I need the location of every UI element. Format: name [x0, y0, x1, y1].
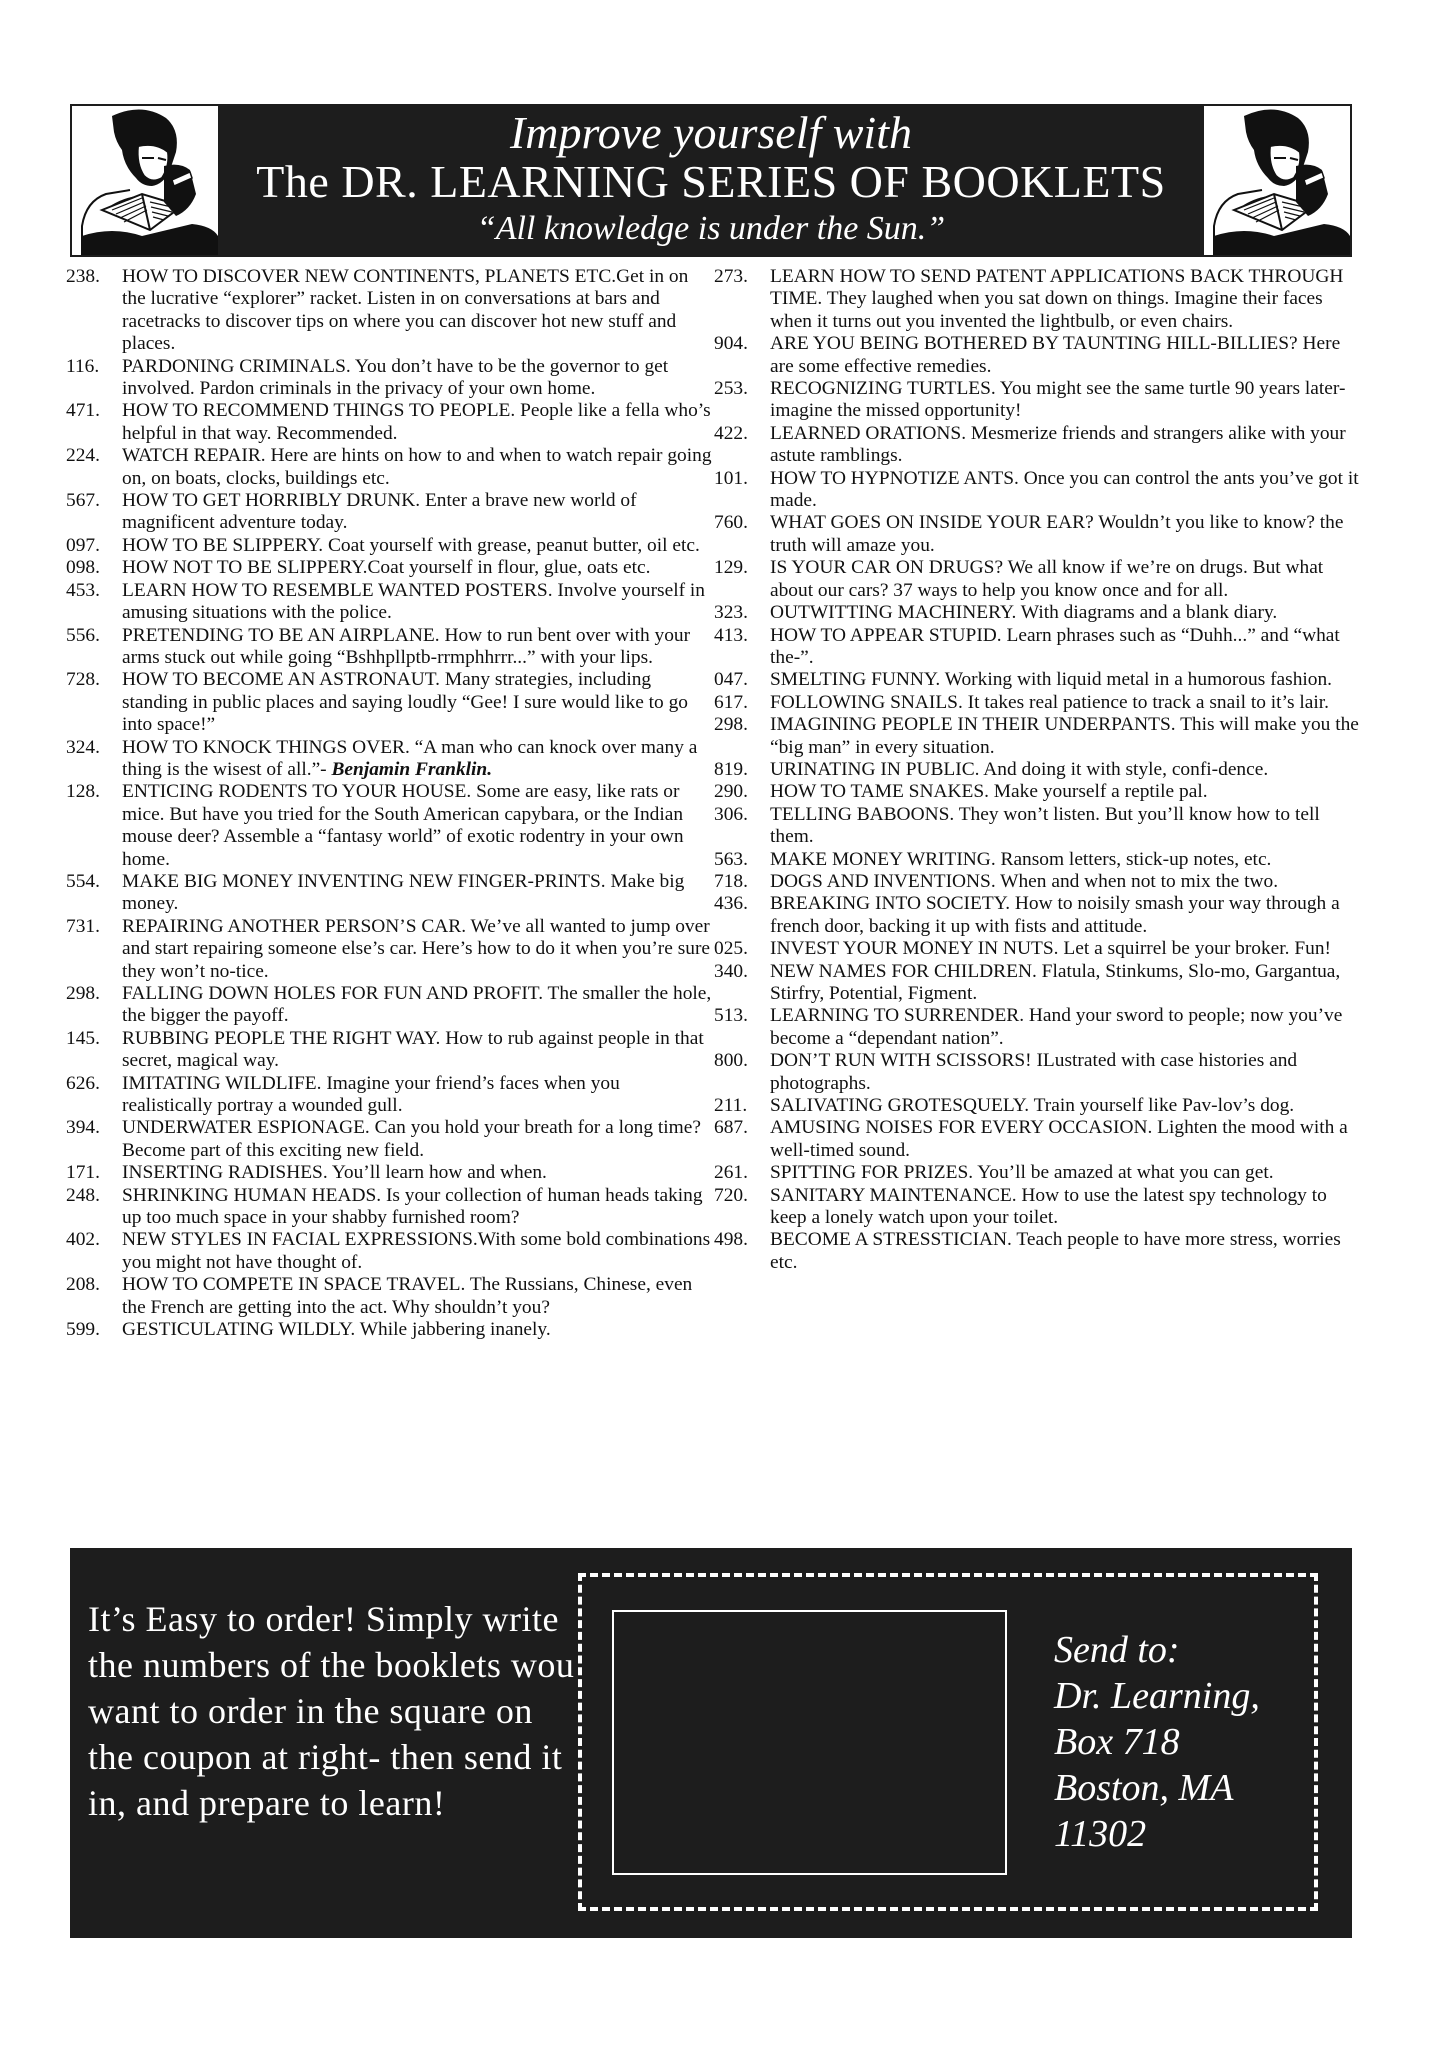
booklet-title: AMUSING NOISES FOR EVERY OCCASION.: [770, 1117, 1153, 1139]
booklet-description: Coat yourself with grease, peanut butter, oil etc.: [323, 534, 700, 556]
booklet-number: 097.: [66, 534, 100, 556]
booklet-number: 306.: [714, 803, 748, 825]
booklet-number: 567.: [66, 490, 100, 512]
booklet-number: 145.: [66, 1027, 100, 1049]
booklet-entry: [714, 1117, 1360, 1162]
booklet-title: IMAGINING PEOPLE IN THEIR UNDERPANTS.: [770, 714, 1176, 736]
booklet-entry: [66, 1319, 712, 1341]
booklet-title: LEARNED ORATIONS.: [770, 422, 967, 444]
booklet-description: How to noisily smash your way through a french door, backing it up with fists and attitude.: [770, 893, 1340, 937]
booklet-number: 617.: [714, 691, 748, 713]
booklet-description: And doing it with style, confi-dence.: [979, 758, 1269, 780]
booklet-description: It takes real patience to track a snail to it’s lair.: [962, 691, 1329, 713]
banner-heading-line1: Improve yourself with: [509, 107, 912, 158]
booklet-number: 720.: [714, 1184, 748, 1206]
booklet-title: URINATING IN PUBLIC.: [770, 758, 980, 780]
booklet-entry: [66, 490, 712, 535]
booklet-entry: [66, 580, 712, 625]
send-to-line: Boston, MA: [1054, 1767, 1234, 1809]
booklet-number: 728.: [66, 669, 100, 691]
send-to-line: Box 718: [1054, 1721, 1180, 1763]
booklet-title: IMITATING WILDLIFE.: [122, 1072, 322, 1094]
booklet-number: 248.: [66, 1184, 100, 1206]
booklet-title: SHRINKING HUMAN HEADS.: [122, 1184, 382, 1206]
booklet-entry: [714, 1050, 1360, 1095]
booklet-entry: [714, 961, 1360, 1006]
booklet-number: 323.: [714, 602, 748, 624]
booklet-entry: [66, 1185, 712, 1230]
booklet-title: HOW TO BE SLIPPERY.: [122, 534, 324, 556]
booklet-number: 513.: [714, 1005, 748, 1027]
booklet-entry: [66, 445, 712, 490]
booklet-description: Learn phrases such as “Duhh...” and “what the-”.: [770, 624, 1340, 668]
booklet-number: 208.: [66, 1274, 100, 1296]
booklet-title: REPAIRING ANOTHER PERSON’S CAR.: [122, 915, 467, 937]
booklet-title: LEARNING TO SURRENDER.: [770, 1005, 1025, 1027]
booklet-number: 261.: [714, 1162, 748, 1184]
booklet-number: 340.: [714, 960, 748, 982]
booklet-entry: [714, 266, 1360, 333]
booklet-title: HOW TO BECOME AN ASTRONAUT.: [122, 669, 440, 691]
booklet-description: Some are easy, like rats or mice. But have you tried for the South American capybara, or the Indian mouse deer? Assemble a “fantasy world” of exotic rodentry in your own home.: [122, 781, 684, 870]
booklet-entry: [66, 266, 712, 356]
booklet-number: 800.: [714, 1050, 748, 1072]
booklet-title: MAKE BIG MONEY INVENTING NEW FINGER-PRINTS.: [122, 870, 606, 892]
booklet-description: Working with liquid metal in a humorous fashion.: [940, 669, 1333, 691]
booklet-description: Enter a brave new world of magnificent adventure today.: [122, 490, 637, 534]
booklet-entry: [66, 557, 712, 579]
booklet-number: 324.: [66, 736, 100, 758]
booklet-description: How to rub against people in that secret, magical way.: [122, 1027, 704, 1072]
booklet-number: 101.: [714, 467, 748, 489]
booklet-title: HOW TO APPEAR STUPID.: [770, 624, 1002, 646]
booklet-number: 422.: [714, 422, 748, 444]
booklet-title: LEARN HOW TO RESEMBLE WANTED POSTERS.: [122, 579, 553, 601]
booklet-entry: [714, 512, 1360, 557]
booklet-description: Imagine your friend’s faces when you realistically portray a wounded gull.: [122, 1072, 620, 1117]
booklet-entry: [66, 356, 712, 401]
booklet-number: 904.: [714, 333, 748, 355]
booklet-title: FOLLOWING SNAILS.: [770, 691, 963, 713]
booklet-entry: [714, 849, 1360, 871]
booklet-number: 116.: [66, 355, 100, 377]
booklet-entry: [66, 871, 712, 916]
send-to-address: [1054, 1627, 1314, 1857]
booklet-title: OUTWITTING MACHINERY.: [770, 602, 1017, 624]
order-panel: [70, 1548, 1352, 1938]
send-to-line: 11302: [1054, 1813, 1147, 1855]
booklet-title: ARE YOU BEING BOTHERED BY TAUNTING HILL-BILLIES?: [770, 333, 1298, 355]
order-coupon: [578, 1573, 1318, 1911]
booklet-number: 047.: [714, 669, 748, 691]
booklet-number: 253.: [714, 378, 748, 400]
booklet-title: DOGS AND INVENTIONS.: [770, 870, 996, 892]
booklet-entry: [66, 781, 712, 871]
booklet-entry: [66, 1073, 712, 1118]
booklet-description: We all know if we’re on drugs. But what about our cars? 37 ways to help you know once and for all.: [770, 557, 1324, 601]
order-instructions: It’s Easy to order! Simply write the numbers of the booklets wou want to order in the square on the coupon at right- then send it in, and prepare to learn!: [88, 1599, 575, 1823]
booklet-description: Let a squirrel be your broker. Fun!: [1058, 938, 1332, 960]
booklet-entry: [714, 1005, 1360, 1050]
booklet-title: UNDERWATER ESPIONAGE.: [122, 1117, 370, 1139]
booklet-number: 025.: [714, 938, 748, 960]
booklet-number: 556.: [66, 624, 100, 646]
booklet-description: Flatula, Stinkums, Slo-mo, Gargantua, Stirfry, Potential, Figment.: [770, 960, 1341, 1004]
booklet-title: IS YOUR CAR ON DRUGS?: [770, 557, 1004, 579]
booklet-entry: [714, 759, 1360, 781]
booklet-title: ENTICING RODENTS TO YOUR HOUSE.: [122, 781, 472, 803]
booklet-number: 211.: [714, 1095, 748, 1117]
booklet-title: NEW NAMES FOR CHILDREN.: [770, 960, 1037, 982]
booklet-title: NEW STYLES IN FACIAL EXPRESSIONS.: [122, 1229, 478, 1251]
booklet-entry: [714, 625, 1360, 670]
booklet-description: Make big money.: [122, 870, 685, 915]
booklet-number: 731.: [66, 915, 100, 937]
booklet-description: Make yourself a reptile pal.: [988, 781, 1208, 803]
booklet-entry: [714, 1162, 1360, 1184]
booklet-description: Once you can control the ants you’ve got it made.: [770, 467, 1359, 512]
booklet-entry: [66, 1229, 712, 1274]
booklet-description: You’ll be amazed at what you can get.: [973, 1162, 1274, 1184]
booklet-entry: [66, 400, 712, 445]
booklet-number: 413.: [714, 624, 748, 646]
booklet-quote-attribution: Benjamin Franklin.: [331, 758, 493, 780]
booklet-description: People like a fella who’s helpful in that way. Recommended.: [122, 400, 711, 444]
booklet-description: With some bold combinations you might not have thought of.: [122, 1229, 711, 1273]
booklet-description: Here are hints on how to and when to watch repair going on, on boats, clocks, buildings etc.: [122, 445, 712, 489]
booklet-description: The smaller the hole, the bigger the payoff.: [122, 983, 712, 1027]
booklet-description: Coat yourself in flour, glue, oats etc.: [367, 557, 651, 579]
booklet-title: DON’T RUN WITH SCISSORS!: [770, 1050, 1032, 1072]
booklet-entry: [714, 333, 1360, 378]
booklet-title: HOW TO GET HORRIBLY DRUNK.: [122, 490, 421, 512]
booklet-entry: [714, 692, 1360, 714]
booklet-description: You’ll learn how and when.: [327, 1162, 547, 1184]
booklet-title: HOW NOT TO BE SLIPPERY.: [122, 557, 368, 579]
booklet-description: This will make you the “big man” in every situation.: [770, 714, 1359, 758]
booklet-number: 224.: [66, 445, 100, 467]
booklet-title: SMELTING FUNNY.: [770, 669, 941, 691]
booklet-description: Here are some effective remedies.: [770, 333, 1341, 377]
booklet-title: TELLING BABOONS.: [770, 803, 955, 825]
booklet-entry: [714, 804, 1360, 849]
booklet-entry: [714, 781, 1360, 803]
booklet-entry: [66, 1274, 712, 1319]
booklet-number: 819.: [714, 758, 748, 780]
booklet-number: 626.: [66, 1072, 100, 1094]
booklet-entry: [714, 468, 1360, 513]
booklet-title: RECOGNIZING TURTLES.: [770, 378, 996, 400]
booklet-description: While jabbering inanely.: [355, 1319, 551, 1341]
booklet-entry: [66, 1162, 712, 1184]
booklet-title: HOW TO COMPETE IN SPACE TRAVEL.: [122, 1274, 466, 1296]
booklet-title: PRETENDING TO BE AN AIRPLANE.: [122, 624, 440, 646]
booklet-description: The Russians, Chinese, even the French are getting into the act. Why shouldn’t you?: [122, 1274, 693, 1318]
booklet-number: 171.: [66, 1162, 100, 1184]
booklet-entry: [714, 714, 1360, 759]
booklet-title: WHAT GOES ON INSIDE YOUR EAR?: [770, 512, 1094, 534]
booklet-title: INVEST YOUR MONEY IN NUTS.: [770, 938, 1059, 960]
booklet-entry: [66, 737, 712, 782]
booklet-entry: [66, 625, 712, 670]
booklet-description: They laughed when you sat down on things. Imagine their faces when it turns out you invented the lightbulb, or even chairs.: [770, 288, 1323, 332]
booklet-entry: [714, 669, 1360, 691]
booklet-title: WATCH REPAIR.: [122, 445, 266, 467]
booklet-title: BREAKING INTO SOCIETY.: [770, 893, 1011, 915]
booklet-number: 554.: [66, 870, 100, 892]
booklet-number: 436.: [714, 893, 748, 915]
booklet-title: MAKE MONEY WRITING.: [770, 848, 996, 870]
booklet-entry: [714, 557, 1360, 602]
booklet-number: 394.: [66, 1117, 100, 1139]
banner-tagline: “All knowledge is under the Sun.”: [476, 210, 946, 247]
send-to-line: Send to:: [1054, 1629, 1180, 1671]
booklet-number: 298.: [66, 983, 100, 1004]
order-number-square[interactable]: [612, 1610, 1007, 1875]
booklet-description: “A man who can knock over many a thing is the wisest of all.”-: [122, 736, 698, 780]
booklet-entry: [66, 1117, 712, 1162]
booklet-entry: [714, 602, 1360, 624]
booklet-title: HOW TO RECOMMEND THINGS TO PEOPLE.: [122, 400, 516, 422]
booklet-title: FALLING DOWN HOLES FOR FUN AND PROFIT.: [122, 983, 544, 1004]
booklet-description: With diagrams and a blank diary.: [1016, 602, 1278, 624]
booklet-description: Ransom letters, stick-up notes, etc.: [995, 848, 1272, 870]
booklet-entry: [714, 1095, 1360, 1117]
booklet-description: Is your collection of human heads taking up too much space in your shabby furnished room?: [122, 1184, 703, 1229]
booklet-title: GESTICULATING WILDLY.: [122, 1319, 356, 1341]
booklet-description: Mesmerize friends and strangers alike with your astute ramblings.: [770, 422, 1346, 467]
booklet-number: 563.: [714, 848, 748, 870]
booklet-title: BECOME A STRESSTICIAN.: [770, 1229, 1012, 1251]
booklet-number: 599.: [66, 1319, 100, 1341]
booklet-description: Hand your sword to people; now you’ve become a “dependant nation”.: [770, 1005, 1343, 1049]
booklet-number: 129.: [714, 557, 748, 579]
booklet-entry: [714, 1185, 1360, 1230]
booklet-entry: [714, 893, 1360, 938]
booklet-description: They won’t listen. But you’ll know how to tell them.: [770, 803, 1320, 848]
booklet-entry: [714, 1229, 1360, 1274]
booklet-description: When and when not to mix the two.: [995, 870, 1279, 892]
booklet-number: 471.: [66, 400, 100, 422]
booklet-number: 718.: [714, 870, 748, 892]
send-to-line: Dr. Learning,: [1054, 1675, 1260, 1717]
booklet-description: You don’t have to be the governor to get involved. Pardon criminals in the privacy of your own home.: [122, 355, 669, 400]
booklet-title: SANITARY MAINTENANCE.: [770, 1184, 1017, 1206]
booklet-number: 290.: [714, 781, 748, 803]
booklet-description: How to run bent over with your arms stuck out while going “Bshhpllptb-rrmphhrrr...” with your lips.: [122, 624, 691, 668]
booklet-number: 687.: [714, 1117, 748, 1139]
booklet-number: 238.: [66, 266, 100, 287]
booklet-entry: [66, 1028, 712, 1073]
booklet-description: Can you hold your breath for a long time? Become part of this exciting new field.: [122, 1117, 701, 1161]
booklet-title: SPITTING FOR PRIZES.: [770, 1162, 974, 1184]
booklet-number: 498.: [714, 1229, 748, 1251]
booklet-description: Get in on the lucrative “explorer” racket. Listen in on conversations at bars and racetracks to discover tips on where you can discover hot new stuff and places.: [122, 266, 689, 355]
booklet-number: 760.: [714, 512, 748, 534]
booklet-description: Train yourself like Pav-lov’s dog.: [1029, 1095, 1295, 1117]
booklet-title: INSERTING RADISHES.: [122, 1162, 328, 1184]
booklet-title: SALIVATING GROTESQUELY.: [770, 1095, 1030, 1117]
booklet-number: 098.: [66, 557, 100, 579]
booklet-entry: [66, 535, 712, 557]
booklet-title: RUBBING PEOPLE THE RIGHT WAY.: [122, 1027, 441, 1049]
booklet-entry: [714, 871, 1360, 893]
booklet-entry: [714, 378, 1360, 423]
booklet-description: Wouldn’t you like to know? the truth will amaze you.: [770, 512, 1344, 556]
booklet-entry: [66, 669, 712, 736]
booklet-number: 402.: [66, 1229, 100, 1251]
booklet-number: 273.: [714, 266, 748, 287]
booklet-number: 453.: [66, 579, 100, 601]
booklet-entry: [66, 983, 712, 1028]
banner: [70, 104, 1352, 257]
booklet-title: HOW TO DISCOVER NEW CONTINENTS, PLANETS ETC.: [122, 266, 617, 287]
booklet-title: HOW TO HYPNOTIZE ANTS.: [770, 467, 1019, 489]
booklet-description: Involve yourself in amusing situations with the police.: [122, 579, 705, 624]
booklet-entry: [714, 423, 1360, 468]
reader-illustration-right: [1204, 106, 1350, 255]
booklet-title: LEARN HOW TO SEND PATENT APPLICATIONS BACK THROUGH TIME.: [770, 266, 1344, 310]
booklet-number: 298.: [714, 714, 748, 736]
booklet-description: How to use the latest spy technology to keep a lonely watch upon your toilet.: [770, 1184, 1327, 1229]
booklet-description: Lighten the mood with a well-timed sound.: [770, 1117, 1348, 1161]
booklet-description: Many strategies, including standing in public places and saying loudly “Gee! I sure would like to go into space!”: [122, 669, 688, 736]
booklet-description: You might see the same turtle 90 years later- imagine the missed opportunity!: [770, 378, 1346, 422]
booklet-entry: [66, 916, 712, 983]
booklet-number: 128.: [66, 781, 100, 803]
booklet-title: PARDONING CRIMINALS.: [122, 355, 351, 377]
banner-heading-line2: The DR. LEARNING SERIES OF BOOKLETS: [256, 156, 1166, 207]
booklet-list-right: [714, 266, 1360, 1274]
booklet-title: HOW TO KNOCK THINGS OVER.: [122, 736, 410, 758]
booklet-description: ILustrated with case histories and photographs.: [770, 1050, 1298, 1094]
booklet-description: We’ve all wanted to jump over and start repairing someone else’s car. Here’s how to do it when you’re sure they won’t no-tice.: [122, 915, 711, 982]
booklet-list-left: [66, 266, 712, 1342]
booklet-title: HOW TO TAME SNAKES.: [770, 781, 989, 803]
booklet-entry: [714, 938, 1360, 960]
booklet-description: Teach people to have more stress, worries etc.: [770, 1229, 1341, 1273]
